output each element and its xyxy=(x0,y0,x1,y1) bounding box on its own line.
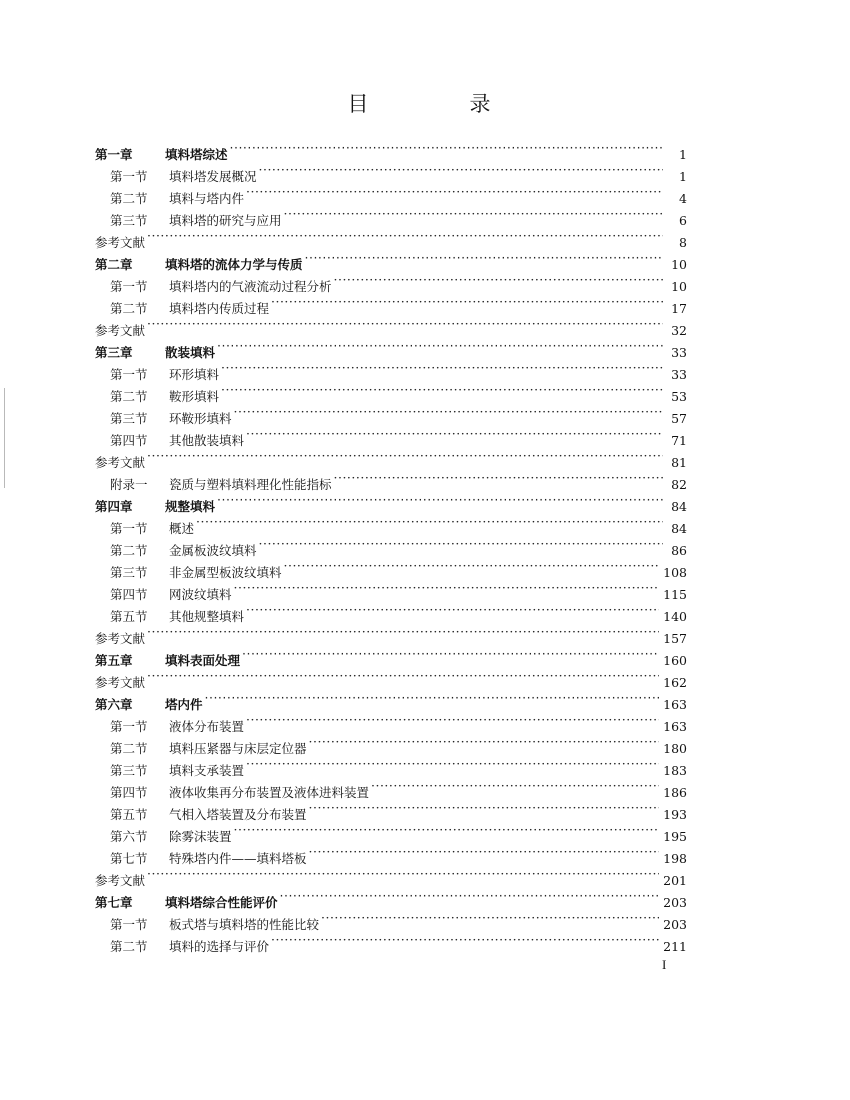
toc-entry-number: 第四节 xyxy=(110,587,148,602)
toc-page-number: 180 xyxy=(663,741,687,756)
toc-dot-leader xyxy=(234,577,660,599)
toc-dot-leader xyxy=(196,511,663,533)
toc-reference-entry xyxy=(95,313,687,338)
toc-dot-leader xyxy=(259,533,663,555)
toc-chapter-entry xyxy=(95,643,687,668)
toc-page-number: 211 xyxy=(663,939,687,954)
toc-dot-leader xyxy=(246,753,659,775)
page-folio: I xyxy=(662,957,667,972)
toc-dot-leader xyxy=(217,335,663,357)
toc-page-number: 162 xyxy=(663,675,687,690)
toc-entry-number: 第五节 xyxy=(110,807,148,822)
toc-dot-leader xyxy=(309,731,660,753)
toc-page-number: 32 xyxy=(671,323,687,338)
toc-entry-number: 第一节 xyxy=(110,367,148,382)
toc-page-number: 203 xyxy=(663,895,687,910)
toc-entry-title: 液体分布装置 xyxy=(169,719,245,734)
toc-entry-title: 填料支承装置 xyxy=(169,763,245,778)
toc-dot-leader xyxy=(230,137,663,159)
toc-entry-title: 参考文献 xyxy=(95,455,146,470)
toc-entry-title: 参考文献 xyxy=(95,675,146,690)
toc-entry-number: 第三节 xyxy=(110,213,148,228)
toc-dot-leader xyxy=(246,423,663,445)
toc-entry-number: 第二章 xyxy=(95,257,133,272)
toc-entry-title: 环形填料 xyxy=(169,367,220,382)
toc-entry-number: 第二节 xyxy=(110,301,148,316)
toc-page-number: 71 xyxy=(671,433,687,448)
toc-page-number: 10 xyxy=(671,257,687,272)
toc-entry-title: 鞍形填料 xyxy=(169,389,220,404)
toc-page-number: 33 xyxy=(671,367,687,382)
toc-dot-leader xyxy=(246,599,659,621)
toc-entry-number: 第三章 xyxy=(95,345,133,360)
toc-reference-entry xyxy=(95,665,687,690)
toc-dot-leader xyxy=(147,665,659,687)
toc-entry-number: 第七节 xyxy=(110,851,148,866)
toc-page-number: 140 xyxy=(663,609,687,624)
toc-page-number: 57 xyxy=(671,411,687,426)
toc-entry-number: 第五章 xyxy=(95,653,133,668)
toc-chapter-entry xyxy=(95,885,687,910)
toc-page-number: 17 xyxy=(671,301,687,316)
toc-dot-leader xyxy=(271,929,659,951)
toc-dot-leader xyxy=(371,775,659,797)
toc-chapter-entry xyxy=(95,687,687,712)
toc-dot-leader xyxy=(284,203,663,225)
toc-entry-title: 塔内件 xyxy=(165,697,203,712)
toc-page-number: 157 xyxy=(663,631,687,646)
scan-edge-mark xyxy=(4,388,5,488)
toc-page-number: 163 xyxy=(663,697,687,712)
toc-dot-leader xyxy=(305,247,663,269)
toc-page-number: 163 xyxy=(663,719,687,734)
toc-page-number: 115 xyxy=(663,587,687,602)
toc-entry-number: 第二节 xyxy=(110,741,148,756)
toc-dot-leader xyxy=(246,709,659,731)
toc-entry-number: 第三节 xyxy=(110,411,148,426)
toc-entry-number: 第一章 xyxy=(95,147,133,162)
table-of-contents xyxy=(95,137,687,954)
toc-entry-number: 第四章 xyxy=(95,499,133,514)
toc-entry-title: 规整填料 xyxy=(165,499,216,514)
toc-entry-title: 概述 xyxy=(169,521,195,536)
toc-page-number: 86 xyxy=(671,543,687,558)
toc-dot-leader xyxy=(205,687,660,709)
toc-entry-number: 第五节 xyxy=(110,609,148,624)
toc-entry-title: 其他散装填料 xyxy=(169,433,245,448)
toc-dot-leader xyxy=(246,181,663,203)
toc-dot-leader xyxy=(217,489,663,511)
toc-page-number: 84 xyxy=(671,521,687,536)
toc-page-number: 84 xyxy=(671,499,687,514)
toc-entry-number: 第三节 xyxy=(110,565,148,580)
toc-entry-title: 其他规整填料 xyxy=(169,609,245,624)
toc-entry-number: 第六章 xyxy=(95,697,133,712)
toc-dot-leader xyxy=(147,863,659,885)
toc-entry-title: 填料压紧器与床层定位器 xyxy=(169,741,307,756)
toc-entry-title: 液体收集再分布装置及液体进料装置 xyxy=(169,785,370,800)
toc-entry-title: 填料塔内的气液流动过程分析 xyxy=(169,279,332,294)
toc-entry-number: 附录一 xyxy=(110,477,148,492)
toc-entry-number: 第一节 xyxy=(110,279,148,294)
toc-dot-leader xyxy=(221,379,663,401)
toc-entry-title: 环鞍形填料 xyxy=(169,411,232,426)
toc-entry-title: 除雾沫装置 xyxy=(169,829,232,844)
toc-page-number: 201 xyxy=(663,873,687,888)
toc-page-number: 8 xyxy=(679,235,687,250)
toc-dot-leader xyxy=(334,269,663,291)
toc-entry-number: 第二节 xyxy=(110,191,148,206)
toc-entry-title: 参考文献 xyxy=(95,323,146,338)
toc-entry-title: 气相入塔装置及分布装置 xyxy=(169,807,307,822)
toc-dot-leader xyxy=(271,291,663,313)
toc-entry-number: 第一节 xyxy=(110,169,148,184)
toc-page-number: 1 xyxy=(679,169,687,184)
toc-page-number: 203 xyxy=(663,917,687,932)
toc-entry-number: 第六节 xyxy=(110,829,148,844)
toc-chapter-entry xyxy=(95,247,687,272)
toc-page-number: 4 xyxy=(679,191,687,206)
toc-page-number: 160 xyxy=(663,653,687,668)
toc-dot-leader xyxy=(280,885,660,907)
toc-entry-title: 网波纹填料 xyxy=(169,587,232,602)
toc-entry-number: 第二节 xyxy=(110,543,148,558)
toc-dot-leader xyxy=(147,313,663,335)
toc-page-number: 183 xyxy=(663,763,687,778)
toc-page-number: 81 xyxy=(671,455,687,470)
toc-reference-entry xyxy=(95,863,687,888)
toc-entry-title: 填料塔的流体力学与传质 xyxy=(165,257,303,272)
toc-entry-title: 参考文献 xyxy=(95,873,146,888)
toc-reference-entry xyxy=(95,225,687,250)
toc-dot-leader xyxy=(309,797,660,819)
toc-entry-number: 第三节 xyxy=(110,763,148,778)
toc-chapter-entry xyxy=(95,137,687,162)
toc-dot-leader xyxy=(242,643,659,665)
toc-dot-leader xyxy=(334,467,663,489)
toc-chapter-entry xyxy=(95,335,687,360)
toc-reference-entry xyxy=(95,445,687,470)
toc-page-number: 195 xyxy=(663,829,687,844)
toc-entry-title: 特殊塔内件——填料塔板 xyxy=(169,851,307,866)
toc-entry-number: 第四节 xyxy=(110,785,148,800)
toc-entry-number: 第二节 xyxy=(110,389,148,404)
toc-dot-leader xyxy=(234,819,660,841)
toc-entry-number: 第四节 xyxy=(110,433,148,448)
toc-page-number: 1 xyxy=(679,147,687,162)
toc-entry-title: 填料塔内传质过程 xyxy=(169,301,270,316)
toc-dot-leader xyxy=(321,907,659,929)
toc-entry-title: 填料塔综述 xyxy=(165,147,228,162)
toc-dot-leader xyxy=(284,555,660,577)
toc-entry-title: 瓷质与塑料填料理化性能指标 xyxy=(169,477,332,492)
toc-entry-title: 散装填料 xyxy=(165,345,216,360)
toc-dot-leader xyxy=(309,841,660,863)
toc-entry-number: 第一节 xyxy=(110,719,148,734)
toc-dot-leader xyxy=(147,445,663,467)
toc-entry-title: 金属板波纹填料 xyxy=(169,543,257,558)
toc-page-number: 33 xyxy=(671,345,687,360)
toc-page-number: 193 xyxy=(663,807,687,822)
toc-page-number: 53 xyxy=(671,389,687,404)
toc-dot-leader xyxy=(147,621,659,643)
toc-entry-title: 填料的选择与评价 xyxy=(169,939,270,954)
toc-entry-number: 第一节 xyxy=(110,917,148,932)
toc-entry-title: 板式塔与填料塔的性能比较 xyxy=(169,917,320,932)
toc-entry-number: 第七章 xyxy=(95,895,133,910)
toc-entry-title: 填料塔综合性能评价 xyxy=(165,895,278,910)
toc-page-number: 10 xyxy=(671,279,687,294)
toc-dot-leader xyxy=(221,357,663,379)
toc-entry-title: 填料与塔内件 xyxy=(169,191,245,206)
toc-dot-leader xyxy=(147,225,663,247)
toc-page-number: 198 xyxy=(663,851,687,866)
toc-reference-entry xyxy=(95,621,687,646)
toc-dot-leader xyxy=(259,159,663,181)
toc-page-number: 108 xyxy=(663,565,687,580)
toc-entry-number: 第二节 xyxy=(110,939,148,954)
toc-page-number: 6 xyxy=(679,213,687,228)
toc-entry-title: 填料塔发展概况 xyxy=(169,169,257,184)
toc-section-entry xyxy=(95,467,687,492)
toc-page-number: 82 xyxy=(671,477,687,492)
toc-entry-number: 第一节 xyxy=(110,521,148,536)
toc-page-number: 186 xyxy=(663,785,687,800)
toc-entry-title: 参考文献 xyxy=(95,235,146,250)
toc-entry-title: 填料塔的研究与应用 xyxy=(169,213,282,228)
toc-entry-title: 填料表面处理 xyxy=(165,653,241,668)
page-title: 目 录 xyxy=(347,92,531,116)
toc-dot-leader xyxy=(234,401,663,423)
toc-entry-title: 非金属型板波纹填料 xyxy=(169,565,282,580)
toc-entry-title: 参考文献 xyxy=(95,631,146,646)
